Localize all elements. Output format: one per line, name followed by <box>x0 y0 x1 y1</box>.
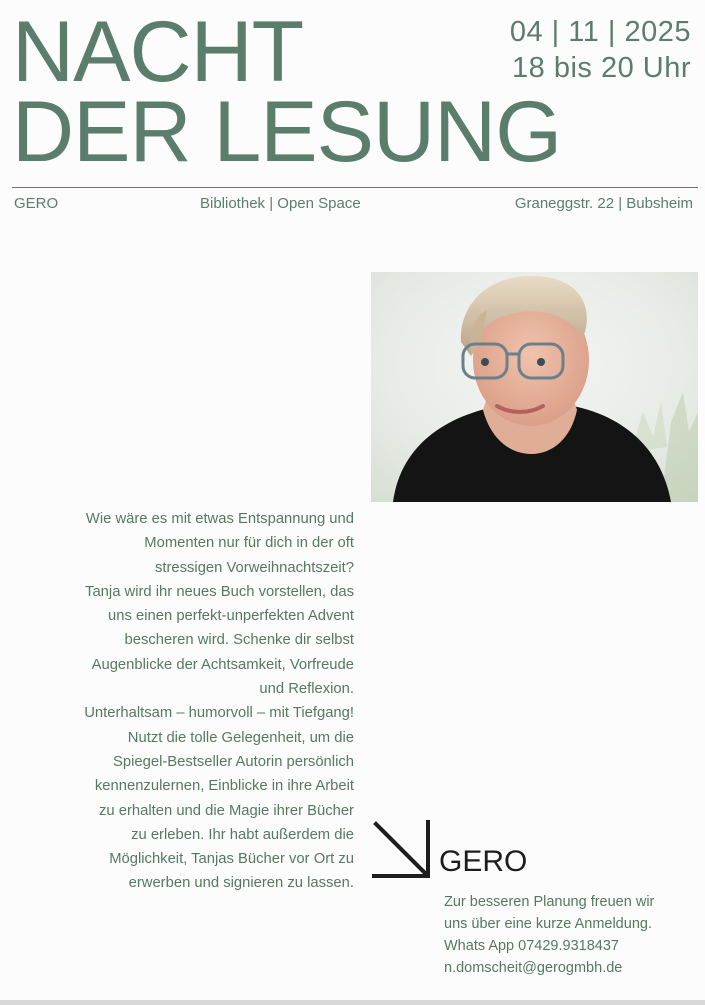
contact-email: n.domscheit@gerogmbh.de <box>444 960 623 976</box>
title-line-2: DER LESUNG <box>12 84 562 180</box>
contact-line-1: Zur besseren Planung freuen wir <box>444 894 655 910</box>
description-line: stressigen Vorweihnachtszeit? <box>154 559 354 576</box>
description-line: zu erhalten und die Magie ihrer Bücher <box>99 802 354 819</box>
description-line: Wie wäre es mit etwas Entspannung und <box>85 511 354 527</box>
arrow-down-right-icon <box>374 822 428 876</box>
event-date: 04 | 11 | 2025 <box>509 16 691 48</box>
description-line: Tanja wird ihr neues Buch vorstellen, das <box>85 583 354 600</box>
author-portrait <box>371 272 698 502</box>
organizer-label: GERO <box>14 195 59 212</box>
description-line: Augenblicke der Achtsamkeit, Vorfreude <box>91 656 354 673</box>
venue-label: Bibliothek | Open Space <box>200 195 361 212</box>
description-line: und Reflexion. <box>259 681 354 698</box>
contact-info <box>444 891 654 979</box>
description-line: Möglichkeit, Tanjas Bücher vor Ort zu <box>109 851 354 868</box>
contact-phone: Whats App 07429.9318437 <box>444 938 619 954</box>
description-line: Spiegel-Bestseller Autorin persönlich <box>113 753 354 770</box>
event-time: 18 bis 20 Uhr <box>512 52 691 84</box>
logo-wordmark: GERO <box>439 845 528 878</box>
description-line: erwerben und signieren zu lassen. <box>128 875 354 892</box>
event-description <box>70 507 354 896</box>
address-label: Graneggstr. 22 | Bubsheim <box>514 195 693 212</box>
description-line: Momenten nur für dich in der oft <box>144 535 354 552</box>
description-line: bescheren wird. Schenke dir selbst <box>124 632 354 649</box>
description-line: Nutzt die tolle Gelegenheit, um die <box>127 729 354 746</box>
page-bottom-border <box>0 1000 705 1005</box>
description-line: zu erleben. Ihr habt außerdem die <box>131 826 354 843</box>
description-line: uns einen perfekt-unperfekten Advent <box>108 608 354 625</box>
description-line: Unterhaltsam – humorvoll – mit Tiefgang! <box>84 705 354 722</box>
title-line-1: NACHT <box>12 4 304 100</box>
contact-line-2: uns über eine kurze Anmeldung. <box>444 916 652 932</box>
header-divider <box>12 187 698 188</box>
description-line: kennenzulernen, Einblicke in ihre Arbeit <box>94 778 354 795</box>
